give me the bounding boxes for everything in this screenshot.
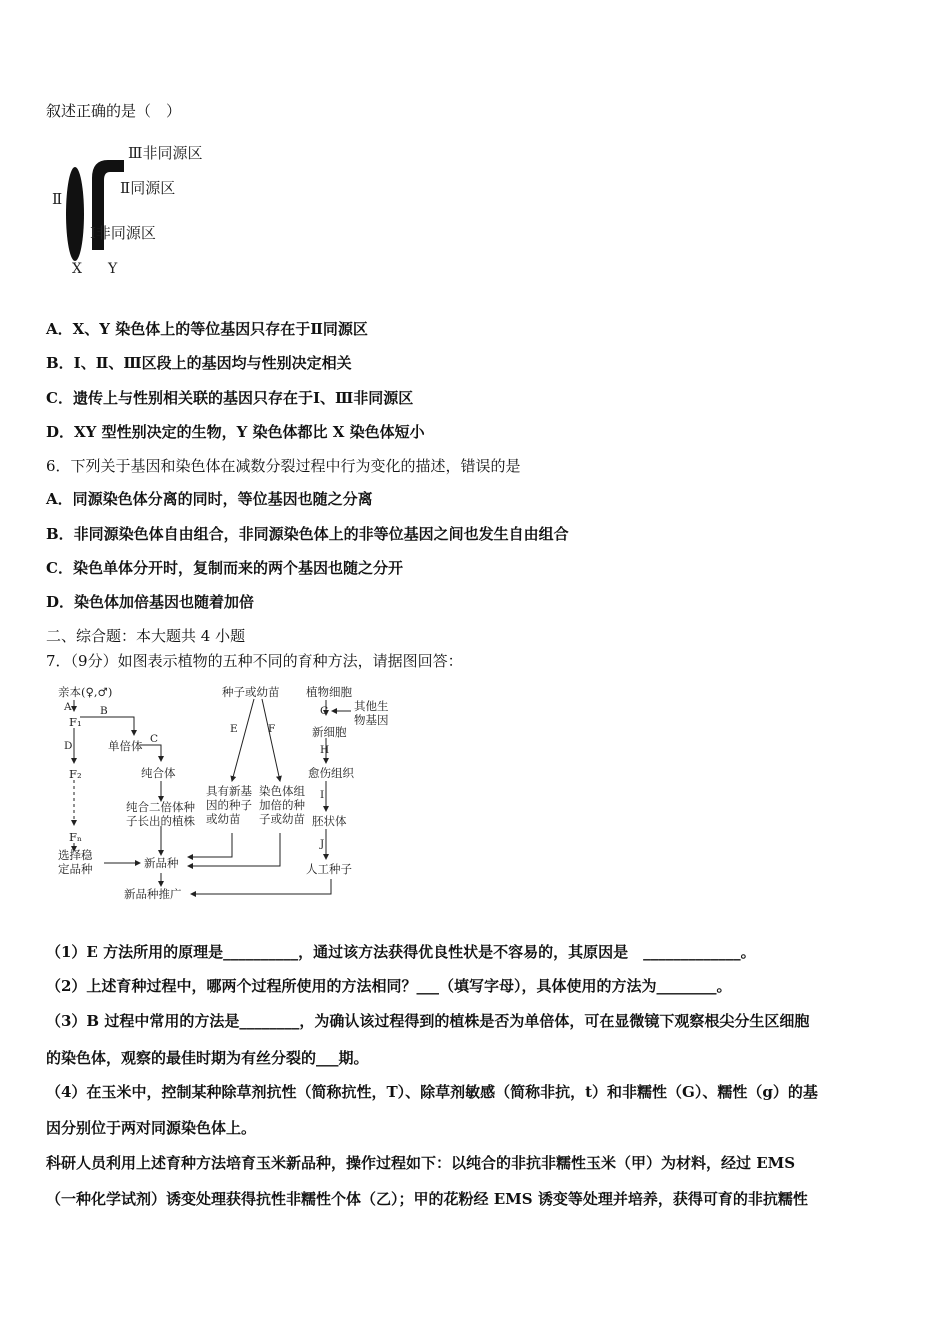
- flow-select-line1: 选择稳: [58, 848, 93, 862]
- flow-other-gene-line2: 物基因: [354, 713, 389, 727]
- flow-fn: Fₙ: [69, 830, 82, 844]
- flow-step-f: F: [268, 723, 276, 735]
- flow-artificial-seed: 人工种子: [306, 862, 352, 876]
- label-y: Y: [108, 261, 118, 277]
- flow-embryoid: 胚状体: [312, 814, 347, 828]
- q5-option-c: C．遗传上与性别相关联的基因只存在于Ⅰ、Ⅲ非同源区: [46, 389, 414, 407]
- x-chromosome: [66, 167, 84, 261]
- flow-f1: F₁: [69, 715, 82, 729]
- q6-option-a: A．同源染色体分离的同时，等位基因也随之分离: [46, 490, 373, 508]
- flow-double-line3: 子或幼苗: [259, 812, 305, 826]
- q7-question-1: （1）E 方法所用的原理是__________，通过该方法获得优良性状是不容易的，其原因是 _____________。: [46, 943, 756, 961]
- flow-newgene-line1: 具有新基: [206, 784, 252, 798]
- label-x: X: [72, 261, 82, 277]
- label-i-region: Ⅰ非同源区: [90, 224, 156, 242]
- flow-newgene-line2: 因的种子: [206, 798, 252, 812]
- label-iii-region: Ⅲ非同源区: [128, 144, 203, 162]
- flow-double-line2: 加倍的种: [259, 798, 305, 812]
- q6-option-c: C．染色单体分开时，复制而来的两个基因也随之分开: [46, 559, 403, 577]
- q7-question-4-cont: 因分别位于两对同源染色体上。: [46, 1119, 257, 1137]
- flow-callus: 愈伤组织: [308, 766, 354, 780]
- q5-option-b: B．Ⅰ、Ⅱ、Ⅲ区段上的基因均与性别决定相关: [46, 354, 352, 372]
- flow-plant-cell: 植物细胞: [306, 685, 352, 699]
- label-ii-region: Ⅱ同源区: [120, 179, 176, 197]
- flow-haploid: 单倍体: [108, 739, 143, 753]
- q6-option-b: B．非同源染色体自由组合，非同源染色体上的非等位基因之间也发生自由组合: [46, 525, 569, 543]
- flow-seed: 种子或幼苗: [222, 685, 280, 699]
- flow-new-cell: 新细胞: [312, 725, 347, 739]
- flow-diploid-line2: 子长出的植株: [126, 814, 195, 828]
- chromosome-figure: [46, 138, 236, 278]
- flow-step-c: C: [150, 733, 159, 745]
- breeding-flow-diagram: [56, 683, 406, 908]
- flow-select-line2: 定品种: [58, 862, 93, 876]
- q7-question-3-cont: 的染色体，观察的最佳时期为有丝分裂的___期。: [46, 1049, 369, 1067]
- flow-double-line1: 染色体组: [259, 784, 305, 798]
- flow-promote: 新品种推广: [124, 887, 182, 901]
- flow-step-b: B: [100, 705, 108, 717]
- q7-question-3: （3）B 过程中常用的方法是________，为确认该过程得到的植株是否为单倍体，可在显微镜下观察根尖分生区细胞: [46, 1012, 810, 1030]
- q6-stem: 6．下列关于基因和染色体在减数分裂过程中行为变化的描述，错误的是: [46, 457, 521, 475]
- q7-stem: 7．（9分）如图表示植物的五种不同的育种方法，请据图回答：: [46, 652, 463, 670]
- flow-new-variety: 新品种: [144, 856, 179, 870]
- q5-option-a: A．X、Y 染色体上的等位基因只存在于Ⅱ同源区: [46, 320, 368, 338]
- q7-paragraph-1: 科研人员利用上述育种方法培育玉米新品种，操作过程如下：以纯合的非抗非糯性玉米（甲）为材料，经过 EMS: [46, 1154, 796, 1172]
- q6-option-d: D．染色体加倍基因也随着加倍: [46, 593, 255, 611]
- flow-newgene-line3: 或幼苗: [206, 812, 241, 826]
- flow-step-d: D: [64, 740, 73, 752]
- flow-step-i: I: [320, 789, 325, 801]
- flow-f2: F₂: [69, 767, 82, 781]
- section2-title: 二、综合题：本大题共 4 小题: [46, 627, 246, 645]
- flow-step-g: G: [320, 705, 329, 717]
- q7-question-4: （4）在玉米中，控制某种除草剂抗性（简称抗性，T）、除草剂敏感（简称非抗，t）和非糯性（G）、糯性（g）的基: [46, 1083, 818, 1101]
- flow-step-e: E: [230, 723, 238, 735]
- question-intro: 叙述正确的是（ ）: [46, 102, 182, 120]
- flow-diploid-line1: 纯合二倍体种: [126, 800, 195, 814]
- flow-step-j: J: [320, 838, 325, 850]
- flow-other-gene-line1: 其他生: [354, 699, 389, 713]
- flow-pure: 纯合体: [141, 766, 176, 780]
- q7-question-2: （2）上述育种过程中，哪两个过程所使用的方法相同？___（填写字母），具体使用的方法为________。: [46, 977, 732, 995]
- flow-parents: 亲本(♀,♂): [58, 685, 113, 699]
- flow-step-a: A: [64, 701, 72, 713]
- q5-option-d: D．XY 型性别决定的生物，Y 染色体都比 X 染色体短小: [46, 423, 425, 441]
- label-ii-left: Ⅱ: [52, 190, 63, 208]
- flow-step-h: H: [320, 744, 330, 756]
- q7-paragraph-2: （一种化学试剂）诱变处理获得抗性非糯性个体（乙）；甲的花粉经 EMS 诱变等处理并培养，获得可育的非抗糯性: [46, 1190, 808, 1208]
